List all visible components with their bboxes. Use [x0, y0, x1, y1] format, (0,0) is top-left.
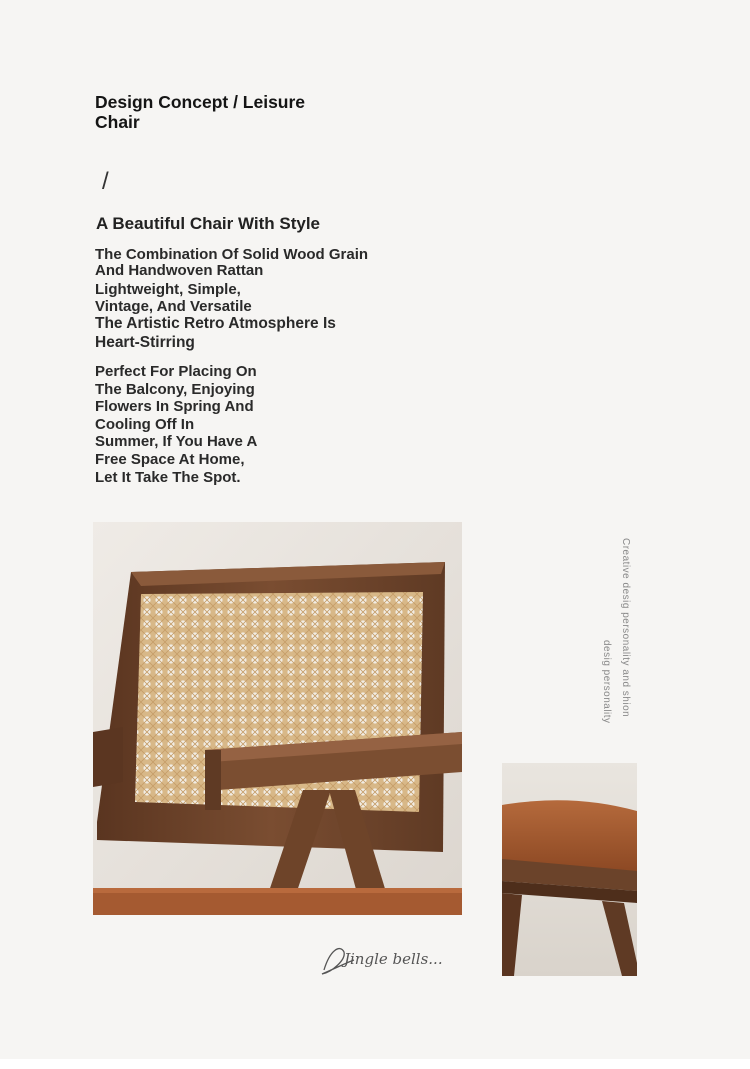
slash-divider: / [102, 168, 109, 195]
chair-photo-main [93, 522, 462, 915]
chair-photo-detail [502, 763, 637, 976]
footer-band [0, 1059, 750, 1069]
text-line: Heart-Stirring [95, 334, 195, 351]
text-line: Summer, If You Have A [95, 433, 258, 451]
paragraph-materials [95, 247, 368, 279]
title-line-1: Design Concept / Leisure [95, 92, 306, 112]
text-line: Vintage, And Versatile [95, 298, 252, 315]
text-line: Free Space At Home, [95, 450, 245, 468]
title-line-2: Chair [95, 112, 140, 132]
text-line: The Combination Of Solid Wood Grain [95, 246, 369, 263]
text-line: The Artistic Retro Atmosphere Is [95, 315, 336, 332]
paragraph-atmosphere [95, 314, 336, 352]
text-line: And Handwoven Rattan [95, 262, 264, 279]
text-line: Cooling Off In [95, 415, 195, 433]
text-line: Let It Take The Spot. [95, 468, 241, 486]
text-line: Perfect For Placing On [95, 363, 257, 380]
vertical-caption-1: Creative desig personality and shion [620, 538, 631, 718]
text-line: The Balcony, Enjoying [95, 380, 255, 398]
text-line: Flowers In Spring And [95, 398, 254, 416]
vertical-caption-2: desig personality [601, 640, 612, 724]
signature-text: Jingle bells... [344, 950, 443, 968]
paragraph-features [95, 281, 252, 315]
subtitle: A Beautiful Chair With Style [96, 214, 321, 233]
page-title [95, 92, 355, 132]
paragraph-placement [95, 363, 257, 486]
text-line: Lightweight, Simple, [95, 281, 241, 298]
